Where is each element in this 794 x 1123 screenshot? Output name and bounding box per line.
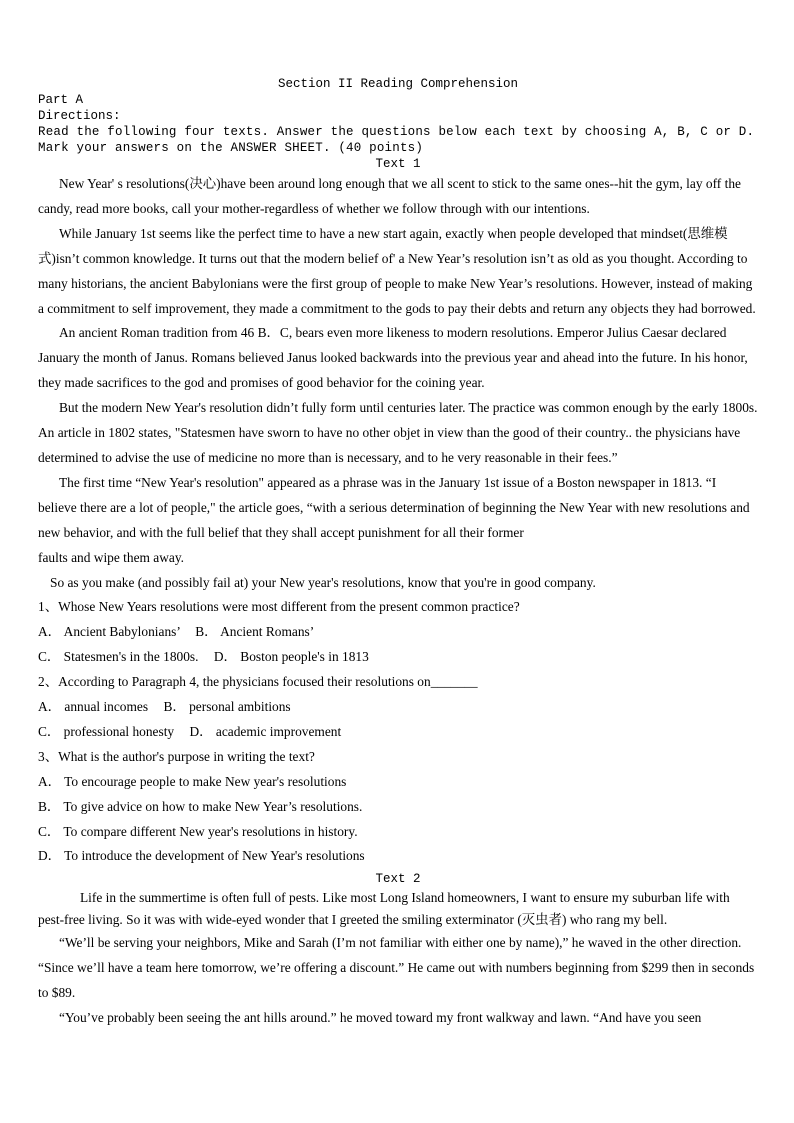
text1-paragraph-2: While January 1st seems like the perfect time to have a new start again, exactly when people developed that mindset(思维模式)isn’t common knowledge. It turns out that the modern belief of' a New Year’s resolution isn’t as old as you thought. According to many historians, the ancient Babylonians were the first group of people to make New Year’s resolutions. However, instead of making a commitment to self improvement, they made a commitment to the gods to pay their debts and return any objects they had borrowed.	[38, 225, 756, 316]
question-stem: 3、What is the author's purpose in writing the text?	[38, 748, 315, 764]
option-d[interactable]: D． Boston people's in 1813	[213, 649, 369, 665]
option-line	[38, 720, 758, 745]
text2-passage	[38, 887, 758, 1031]
option-line	[38, 795, 758, 820]
option-d[interactable]: D． To introduce the development of New Year's resolutions	[38, 848, 365, 864]
text1-title: Text 1	[375, 157, 421, 171]
option-line	[38, 645, 758, 670]
question-stem: 1、Whose New Years resolutions were most different from the present common practice?	[38, 599, 520, 615]
option-c[interactable]: C． professional honesty	[38, 723, 175, 739]
question-2	[38, 670, 758, 745]
text2-paragraph-1: Life in the summertime is often full of pests. Like most Long Island homeowners, I want to ensure my suburban life with pest-free living. So it was with wide-eyed wonder that I greeted the smiling exterminator (灭虫者) who rang my bell.	[38, 890, 730, 928]
text1-paragraph-4: But the modern New Year's resolution didn’t fully form until centuries later. The practice was common enough by the early 1800s. An article in 1802 states, "Statesmen have sworn to have no other objet in view than the good of their country.. the physicians have determined to advise the use of medicine no more than is necessary, and to he very reasonable in their fees.”	[38, 400, 758, 465]
text1-paragraph-1: New Year' s resolutions(决心)have been around long enough that we all scent to stick to the same ones--hit the gym, lay off the candy, read more books, call your mother-regardless of whether we follow through with our intentions.	[38, 176, 741, 216]
question-stem: 2、According to Paragraph 4, the physicians focused their resolutions on_______	[38, 674, 478, 690]
option-b[interactable]: B． To give advice on how to make New Year’s resolutions.	[38, 798, 363, 814]
question-1	[38, 595, 758, 670]
option-a[interactable]: A． annual incomes	[38, 699, 149, 715]
option-line	[38, 770, 758, 795]
option-b[interactable]: B． personal ambitions	[163, 699, 291, 715]
text1-paragraph-3: An ancient Roman tradition from 46 B．C, bears even more likeness to modern resolutions. Emperor Julius Caesar declared January the month of Janus. Romans believed Janus looked backwards into the previous year and ahead into the future. In his honor, they made sacrifices to the god and promises of good behavior for the coining year.	[38, 325, 748, 391]
document-page	[38, 76, 758, 1031]
option-b[interactable]: B． Ancient Romans’	[195, 624, 315, 640]
part-heading: Part A	[38, 93, 84, 107]
option-line	[38, 844, 758, 869]
text1-paragraph-6: So as you make (and possibly fail at) your New year's resolutions, know that you're in good company.	[50, 574, 596, 590]
text2-title: Text 2	[375, 872, 421, 887]
directions-text: Read the following four texts. Answer the questions below each text by choosing A, B, C or D. Mark your answers on the ANSWER SHEET. (40 points)	[38, 125, 755, 155]
section-title: Section II Reading Comprehension	[277, 77, 519, 91]
option-line	[38, 620, 758, 645]
option-a[interactable]: A． To encourage people to make New year's resolutions	[38, 773, 347, 789]
option-line	[38, 695, 758, 720]
question-3	[38, 745, 758, 870]
option-line	[38, 820, 758, 845]
text2-paragraph-2: “We’ll be serving your neighbors, Mike and Sarah (I’m not familiar with either one by name),” he waved in the other direction. “Since we’ll have a team here tomorrow, we’re offering a discount.” He came out with numbers beginning from $299 then in seconds to $89.	[38, 935, 755, 1001]
text2-paragraph-3: “You’ve probably been seeing the ant hills around.” he moved toward my front walkway and lawn. “And have you seen	[59, 1010, 702, 1026]
directions-label: Directions:	[38, 109, 121, 123]
text1-paragraph-5: The first time “New Year's resolution" appeared as a phrase was in the January 1st issue of a Boston newspaper in 1813. “I believe there are a lot of people," the article goes, “with a serious determination of beginning the New Year with new resolutions and new behavior, and with the full belief that they shall accept punishment for all their former	[38, 474, 750, 540]
option-a[interactable]: A． Ancient Babylonians’	[38, 624, 180, 640]
text1-paragraph-5-cont: faults and wipe them away.	[38, 549, 185, 565]
option-c[interactable]: C． To compare different New year's resolutions in history.	[38, 823, 358, 839]
option-c[interactable]: C． Statesmen's in the 1800s.	[38, 649, 199, 665]
option-d[interactable]: D． academic improvement	[189, 723, 342, 739]
text1-passage	[38, 172, 758, 869]
